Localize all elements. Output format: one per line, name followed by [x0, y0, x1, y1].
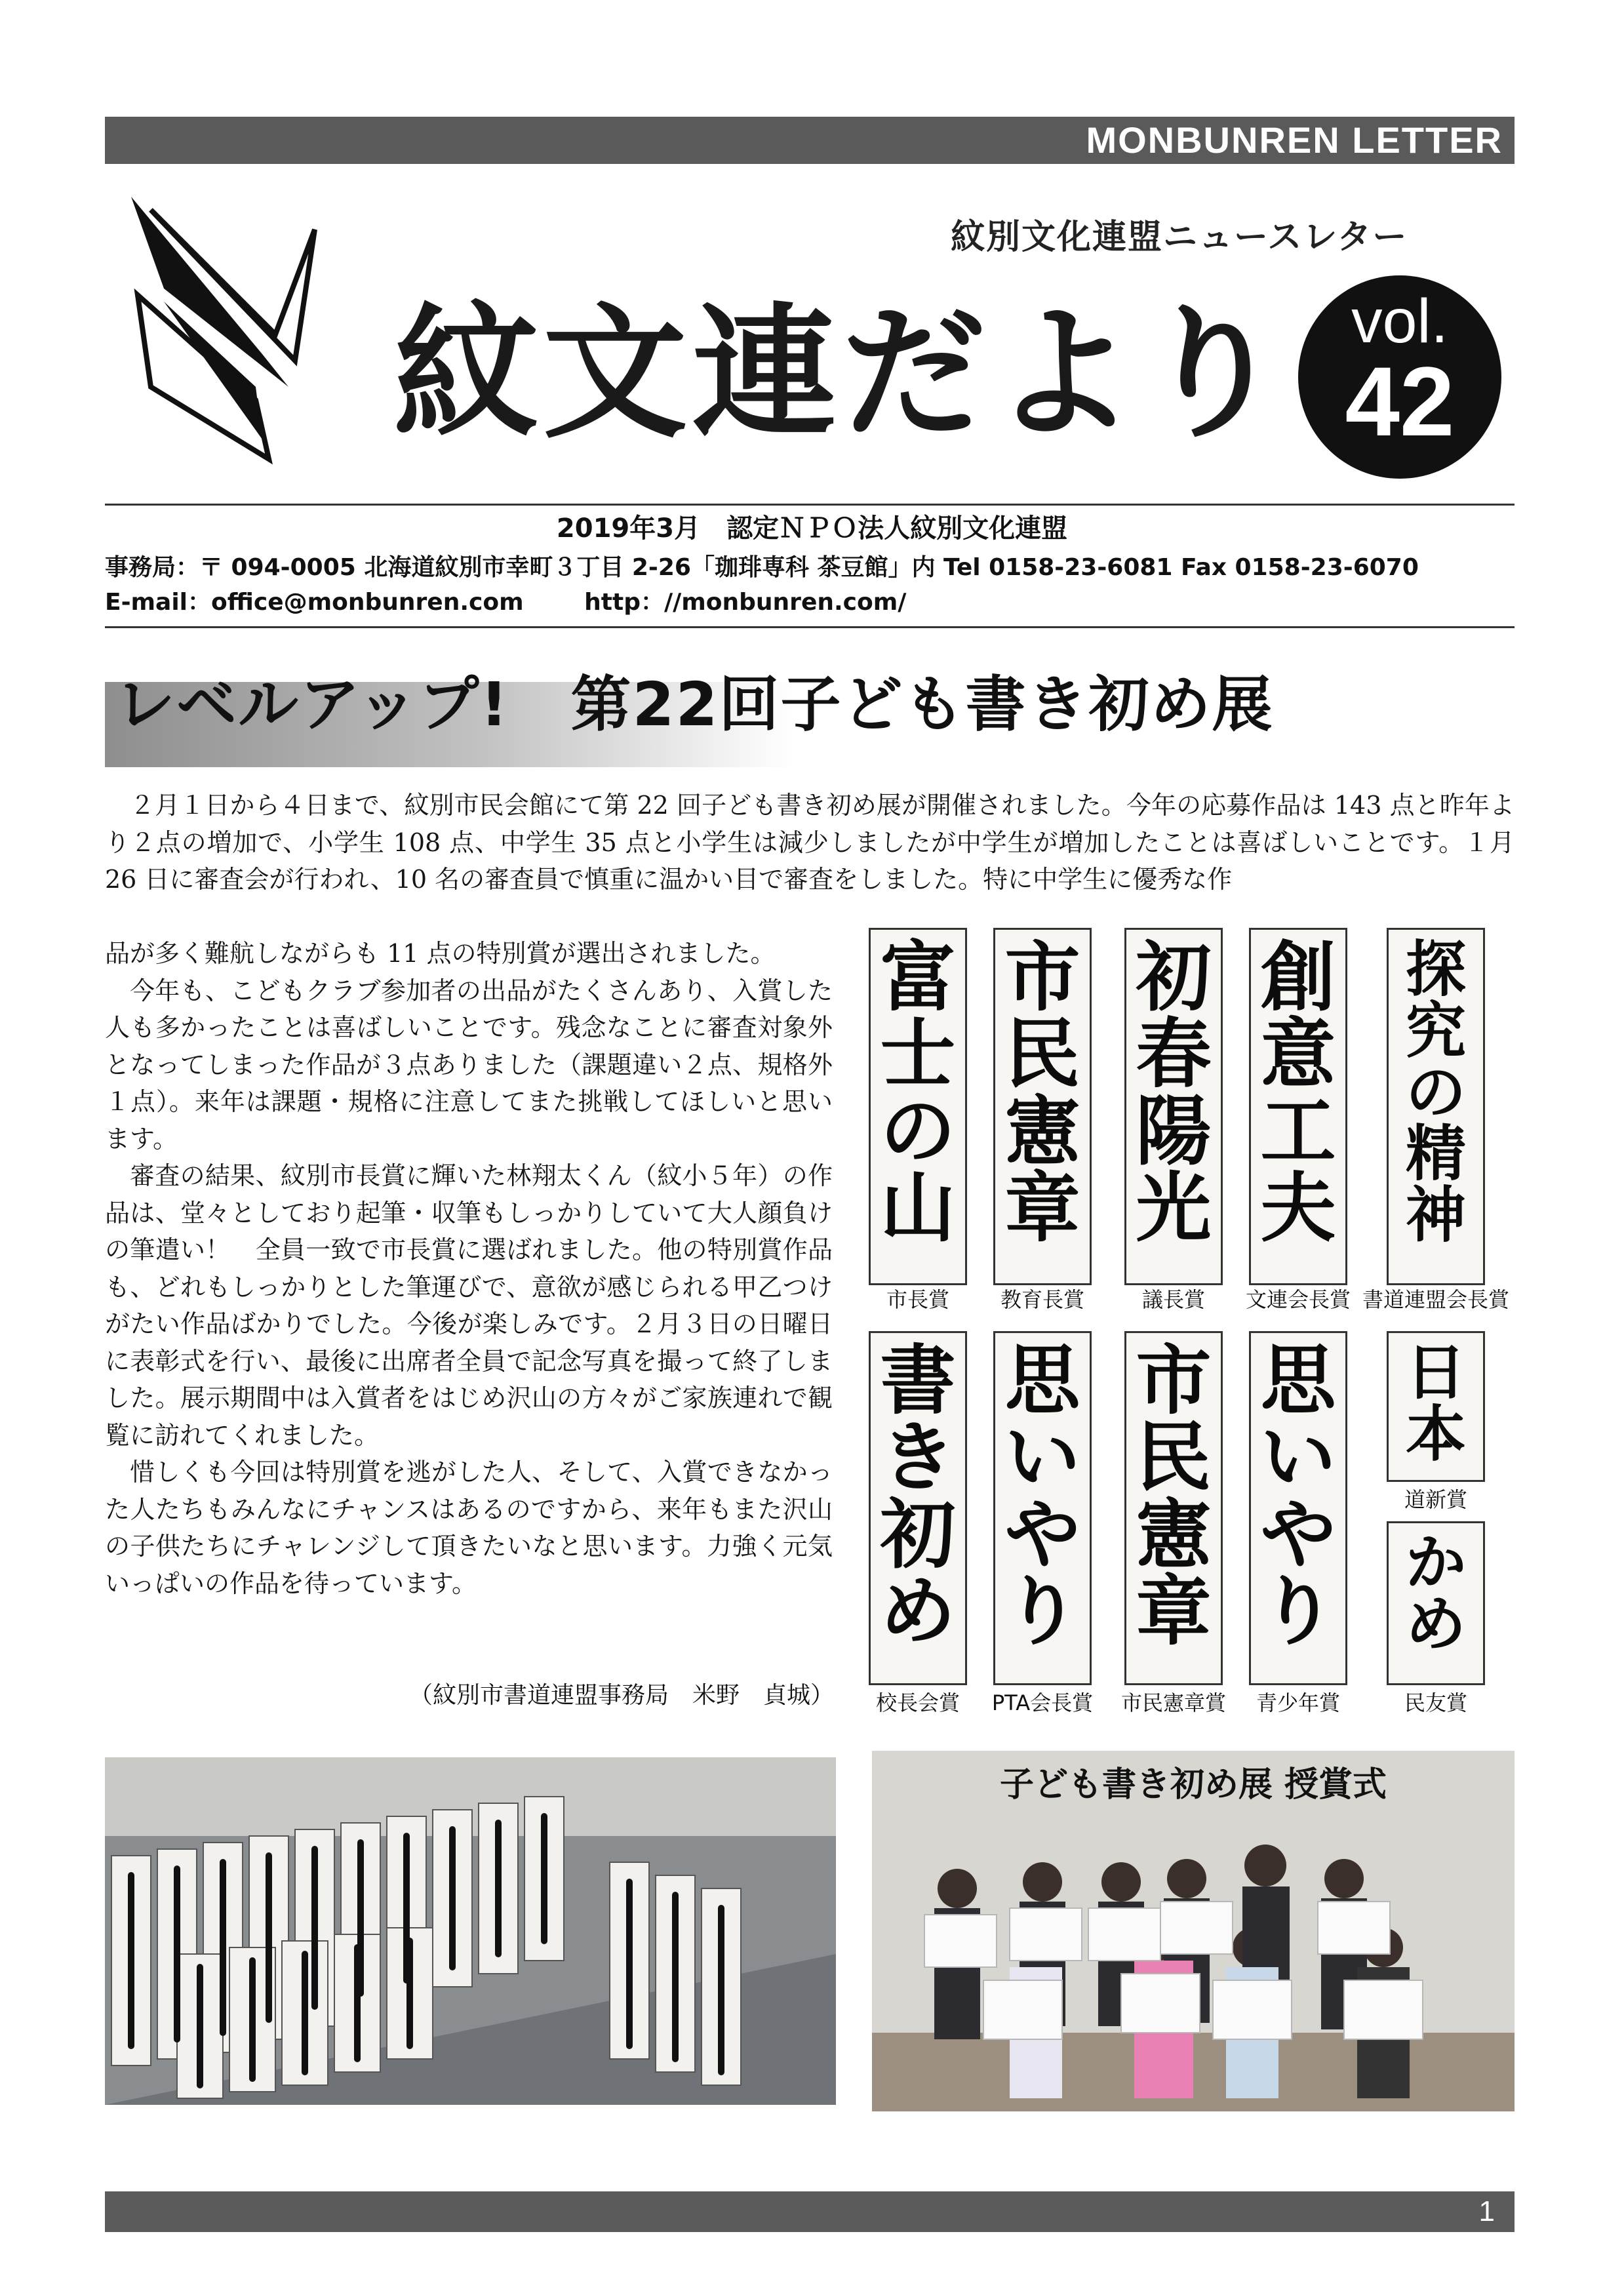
newsletter-title: 紋文連だより	[393, 290, 1291, 458]
email-text: E-mail：office@monbunren.com	[105, 589, 524, 616]
award-label: 民友賞	[1404, 1690, 1467, 1715]
award-label: 市長賞	[886, 1287, 949, 1312]
calligraphy-character: 民	[1136, 1413, 1212, 1502]
calligraphy-character: き	[880, 1413, 956, 1502]
award-label: 書道連盟会長賞	[1362, 1287, 1509, 1312]
publication-date: 2019年3月 認定ＮＰＯ法人紋別文化連盟	[556, 513, 1068, 544]
calligraphy-work	[869, 1331, 967, 1685]
calligraphy-character: 陽	[1136, 1087, 1212, 1176]
calligraphy-text	[871, 933, 965, 1252]
office-address: 事務局：〒 094-0005 北海道紋別市幸町３丁目 2-26「珈琲専科 茶豆館」内 Tel 0158-23-6081 Fax 0158-23-6070	[105, 554, 1419, 581]
article-paragraph: ２月１日から４日まで、紋別市民会館にて第 22 回子ども書き初め展が開催されました。今年の応募作品は 143 点と昨年より２点の増加で、小学生 108 点、中学生 35 点と小学生は減少しましたが中学生が増加したことは喜ばしいことです。１月 26 日に審査会が行われ、10 名の審査員で慎重に温かい目で審査をしました。特に中学生に優秀な作	[105, 791, 1515, 894]
award-label: 青少年賞	[1256, 1690, 1340, 1715]
contact-line	[105, 587, 959, 618]
calligraphy-character: か	[1405, 1527, 1466, 1598]
calligraphy-work	[1387, 1331, 1485, 1482]
article-headline: レベルアップ! 第22回子ども書き初め展	[115, 669, 1274, 740]
monbunren-logo-icon	[125, 190, 321, 466]
article-paragraph: 今年も、こどもクラブ参加者の出品がたくさんあり、入賞した人も多かったことは喜ばしいことです。残念なことに審査対象外となってしまった作品が３点ありました（課題違い２点、規格外１点）。来年は課題・規格に注意してまた挑戦してほしいと思います。	[105, 976, 833, 1153]
volume-badge	[1298, 275, 1501, 479]
award-label: 教育長賞	[1000, 1287, 1084, 1312]
calligraphy-character: 精	[1405, 1118, 1466, 1189]
calligraphy-character: 究	[1405, 995, 1466, 1066]
calligraphy-work	[1249, 928, 1347, 1285]
calligraphy-characters	[871, 1336, 965, 1656]
volume-number: 42	[1345, 346, 1455, 456]
header-bar-label: MONBUNREN LETTER	[1086, 119, 1503, 161]
calligraphy-character: や	[1004, 1490, 1080, 1579]
exhibition-photo	[105, 1757, 836, 2105]
divider	[105, 504, 1515, 506]
newsletter-subtitle: 紋別文化連盟ニュースレター	[951, 218, 1408, 257]
calligraphy-character: 章	[1136, 1567, 1212, 1656]
calligraphy-work	[869, 928, 967, 1285]
calligraphy-character: 民	[1004, 1010, 1080, 1099]
calligraphy-character: 神	[1405, 1180, 1466, 1251]
article-paragraph: 審査の結果、紋別市長賞に輝いた林翔太くん（紋小５年）の作品は、堂々としており起筆・収筆もしっかりしていて大人顔負けの筆遣い！ 全員一致で市長賞に選ばれました。他の特別賞作品も、どれもしっかりとした筆運びで、意欲が感じられる甲乙つけがたい作品ばかりでした。今後が楽しみです。２月３日の日曜日に表彰式を行い、最後に出席者全員で記念写真を撮って終了しました。展示期間中は入賞者をはじめ沢山の方々がご家族連れで観覧に訪れてくれました。	[105, 1161, 833, 1450]
calligraphy-character: い	[1260, 1413, 1336, 1502]
calligraphy-character: 章	[1004, 1163, 1080, 1252]
calligraphy-character: 初	[1136, 933, 1212, 1022]
award-label: 文連会長賞	[1245, 1287, 1351, 1312]
calligraphy-work	[1249, 1331, 1347, 1685]
article-paragraph: 品が多く難航しながらも 11 点の特別賞が選出されました。	[105, 939, 776, 968]
page-number: 1	[1478, 2195, 1495, 2227]
calligraphy-character: 本	[1405, 1398, 1466, 1469]
calligraphy-characters	[1251, 1336, 1345, 1656]
calligraphy-characters	[995, 1336, 1090, 1656]
award-label: 校長会賞	[875, 1690, 960, 1715]
calligraphy-character: め	[880, 1567, 956, 1656]
calligraphy-character: 意	[1260, 1010, 1336, 1099]
calligraphy-character: 思	[1004, 1336, 1080, 1425]
calligraphy-characters	[1126, 933, 1221, 1252]
volume-label: vol.	[1351, 287, 1448, 356]
article-paragraph: 惜しくも今回は特別賞を逃がした人、そして、入賞できなかった人たちもみんなにチャンスはあるのですから、来年もまた沢山の子供たちにチャレンジして頂きたいなと思います。力強く元気いっぱいの作品を待っています。	[105, 1458, 833, 1598]
calligraphy-character: 日	[1405, 1337, 1466, 1408]
calligraphy-work	[993, 1331, 1092, 1685]
calligraphy-character: 市	[1136, 1336, 1212, 1425]
calligraphy-character: 富	[880, 933, 956, 1022]
calligraphy-character: り	[1004, 1567, 1080, 1656]
header-bar	[105, 117, 1515, 164]
award-label: 市民憲章賞	[1120, 1690, 1226, 1715]
calligraphy-characters	[1389, 934, 1483, 1251]
calligraphy-characters	[1126, 1336, 1221, 1656]
award-label: PTA会長賞	[991, 1690, 1094, 1715]
calligraphy-characters	[995, 933, 1090, 1252]
calligraphy-character: 工	[1260, 1087, 1336, 1176]
calligraphy-character: 創	[1260, 933, 1336, 1022]
calligraphy-character: い	[1004, 1413, 1080, 1502]
calligraphy-characters	[1251, 933, 1345, 1252]
ceremony-banner: 子ども書き初め展 授賞式	[999, 1765, 1387, 1805]
calligraphy-character: 光	[1136, 1163, 1212, 1252]
calligraphy-character: 山	[880, 1163, 956, 1252]
award-label: 議長賞	[1141, 1287, 1205, 1312]
calligraphy-work	[1387, 928, 1485, 1285]
calligraphy-character: 憲	[1136, 1490, 1212, 1579]
calligraphy-character: 初	[880, 1490, 956, 1579]
article-body-column	[105, 935, 833, 1602]
calligraphy-character: 夫	[1260, 1163, 1336, 1252]
calligraphy-character: 春	[1136, 1010, 1212, 1099]
footer-bar	[105, 2191, 1515, 2232]
calligraphy-character: 憲	[1004, 1087, 1080, 1176]
calligraphy-work	[1124, 1331, 1223, 1685]
calligraphy-work	[1124, 928, 1223, 1285]
award-label: 道新賞	[1404, 1487, 1467, 1512]
calligraphy-character: の	[1405, 1056, 1466, 1128]
calligraphy-work	[1387, 1521, 1485, 1685]
calligraphy-character: 書	[880, 1336, 956, 1425]
calligraphy-character: 市	[1004, 933, 1080, 1022]
calligraphy-character: 士	[880, 1010, 956, 1099]
article-signature: （紋別市書道連盟事務局 米野 貞城）	[408, 1682, 834, 1709]
divider	[105, 626, 1515, 628]
calligraphy-work	[993, 928, 1092, 1285]
calligraphy-character: め	[1405, 1588, 1466, 1660]
calligraphy-characters	[1389, 1527, 1483, 1660]
calligraphy-character: 思	[1260, 1336, 1336, 1425]
calligraphy-character: の	[880, 1087, 956, 1176]
website-text: http：//monbunren.com/	[584, 589, 907, 616]
calligraphy-character: 探	[1405, 934, 1466, 1005]
calligraphy-characters	[871, 933, 965, 1252]
calligraphy-character: り	[1260, 1567, 1336, 1656]
calligraphy-characters	[1389, 1337, 1483, 1469]
calligraphy-character: や	[1260, 1490, 1336, 1579]
